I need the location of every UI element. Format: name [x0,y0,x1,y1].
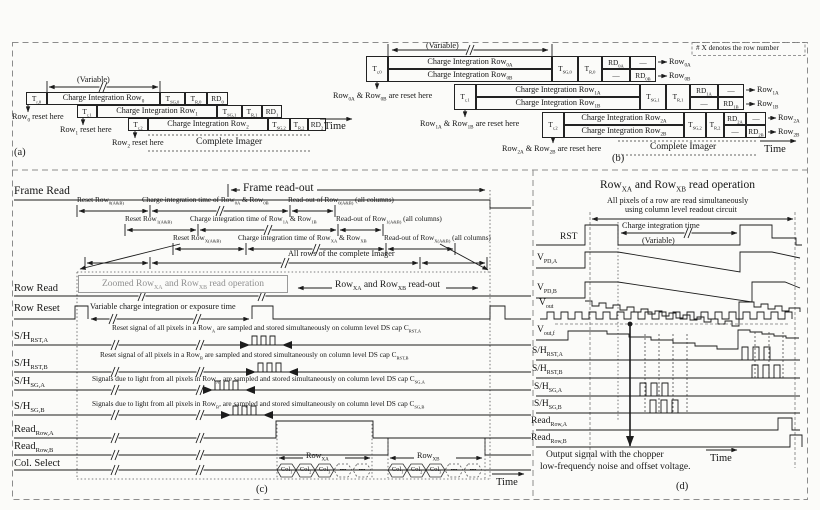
a-tr2: $T_{r,2}$ [133,119,143,131]
c-colB-1: Col$_2$ [410,466,423,475]
d-signal-read-row-b: Read$_{Row,B}$ [531,433,567,445]
b-dash2b: — [731,126,739,136]
b-dash0a: — [639,57,647,67]
c-colA-3: --- [339,466,347,473]
b-tr0-box [366,56,388,82]
c-colB-4: --- [469,466,477,473]
c-readout-label: Row$_{XA}$ and Row$_{XB}$ read-out [335,280,441,292]
b-ci1a-box [476,84,640,97]
c-signal-read-row-b: Read$_{Row,B}$ [14,441,54,455]
c-ann-sgb: Signals due to light from all pixels in Row$_B$, are sampled and stored simultaneously on column level DS cap $C_{SG,B}$ [92,399,425,410]
a-rd0-box [207,92,228,105]
b-ci1b: Charge Integration Row$_{1B}$ [515,98,601,111]
b-tsg1-box [640,84,666,110]
b-dash2a-box [746,112,766,125]
b-tsg2-box [684,112,706,138]
c-colA-2: Col$_3$ [318,466,331,475]
b-tr1: $T_{r,1}$ [460,92,470,103]
a-rd0: $RD_0$ [211,93,224,105]
a-tsg0-box [160,92,185,105]
a-tr1-box [77,105,97,118]
d-signal-sh-rst-a: $S/H_{RST,A}$ [532,346,563,358]
a-trd0: $T_{R,0}$ [190,93,202,105]
a-tsg0: $T_{SG,0}$ [165,93,180,105]
a-ci1-box [97,105,217,118]
c-colB-3: --- [450,466,458,473]
b-trd1: $T_{R,1}$ [672,92,684,103]
a-ci0-box [47,92,160,105]
d-caption-2: low-frequency noise and offset voltage. [540,462,691,472]
b-tsg2: $T_{SG,2}$ [688,120,702,131]
panel-d-lines [536,212,802,468]
a-variable-label: (Variable) [77,75,110,84]
b-rd0a-box [602,56,630,69]
b-dash2a: — [752,113,760,123]
c-frame-read-label: Frame Read [14,185,70,197]
b-dash0a-box [630,56,656,69]
b-tsg0-box [552,56,578,82]
b-ci2a: Charge Integration Row$_{2A}$ [581,113,667,126]
b-dash1a: — [727,85,735,95]
a-tr0-box [26,92,47,105]
c-colA-4: --- [358,466,366,473]
b-rd1a-box [690,84,718,97]
a-trd2-box [290,118,308,131]
a-trd1: $T_{R,1}$ [246,106,258,118]
b-rd0a: $RD_{0A}$ [608,57,624,69]
c-seq2-p1: Reset Row$_{X(A\&B)}$ [173,233,221,244]
a-tsg2: $T_{SG,2}$ [272,119,286,131]
b-out2a: Row$_{2A}$ [778,113,800,125]
c-ann-rsta: Reset signal of all pixels in a Row$_A$ are sampled and stored simultaneously on column level DS cap $C_{RST,A}$ [112,323,422,334]
b-tr1-box [454,84,476,110]
b-ci1a: Charge Integration Row$_{1A}$ [515,85,601,98]
c-zoomed-box [78,275,288,293]
a-rd1-box [262,105,282,118]
c-ann-rstb: Reset signal of all pixels in a Row$_B$ are sampled and stored simultaneously on column level DS cap $C_{RST,B}$ [100,350,409,361]
b-row-number-note: # X denotes the row number [696,43,779,52]
a-ci1: Charge Integration Row$_1$ [116,106,198,119]
b-ci2a-box [564,112,684,125]
c-signal-sh-rst-a: $S/H_{RST,A}$ [14,331,49,345]
d-cit-label: Charge integration time [622,221,700,230]
b-rd1a: $RD_{1A}$ [696,85,712,97]
c-all-rows-label: All rows of the complete Imager [288,249,395,258]
b-tsg0: $T_{SG,0}$ [558,64,572,75]
b-ci0b-box [388,69,552,82]
d-signal-sh-sg-a: $S/H_{SG,A}$ [534,382,563,394]
d-signal-sh-rst-b: $S/H_{RST,B}$ [532,364,563,376]
b-dash1b: — [700,98,708,108]
b-reset0: Row$_{0A}$ & Row$_{0B}$ are reset here [333,91,433,103]
b-rd2b: $RD_{2B}$ [748,126,764,138]
b-ci2b: Charge Integration Row$_{2B}$ [581,126,667,139]
c-seq1-p3: Read-out of Row$_{1(A\&B)}$ (all columns) [336,214,442,225]
d-signal-read-row-a: Read$_{Row,A}$ [531,416,567,428]
c-rowxa-group-label: Row$_{XA}$ [306,451,329,463]
a-reset0: Row$_0$ reset here [12,112,64,124]
b-complete-imager: Complete Imager [650,142,717,152]
b-dash1b-box [690,97,718,110]
b-tr0: $T_{r,0}$ [372,64,382,75]
a-tsg1-box [217,105,242,118]
b-ci2b-box [564,125,684,138]
a-reset1: Row$_1$ reset here [60,125,112,137]
d-variable-label: (Variable) [642,236,675,245]
c-seq2-p3: Read-out of Row$_{X(A\&B)}$ (all columns) [384,233,491,244]
a-tr0: $T_{r,0}$ [31,93,42,105]
a-reset2: Row$_2$ reset here [112,138,164,150]
c-rowxb-group-label: Row$_{XB}$ [417,451,440,463]
c-signal-col-select: Col. Select [14,458,61,469]
c-signal-sh-sg-b: $S/H_{SG,B}$ [14,401,45,415]
b-rd1b: $RD_{1B}$ [723,98,739,110]
b-dash0b-box [602,69,630,82]
b-rd1b-box [718,97,744,110]
c-colB-0: Col$_1$ [391,466,404,475]
b-out1b: Row$_{1B}$ [757,99,779,111]
c-panel-label: (c) [256,484,268,495]
b-dash0b: — [612,70,620,80]
b-reset1: Row$_{1A}$ & Row$_{1B}$ are reset here [420,119,520,131]
a-tr2-box [128,118,148,131]
d-signal-sh-sg-b: $S/H_{SG,B}$ [534,399,562,411]
c-signal-sh-sg-a: $S/H_{SG,A}$ [14,376,45,390]
c-seq0-p2: Charge integration time of Row$_{0A}$ & Row$_{0B}$ [142,195,269,206]
c-zoomed-label: Zoomed Row$_{XA}$ and Row$_{XB}$ read operation [101,279,265,291]
b-out0a: Row$_{0A}$ [669,57,691,69]
b-rd0b: $RD_{0B}$ [635,70,651,82]
b-rd2a: $RD_{2A}$ [727,113,743,125]
a-tsg2-box [268,118,290,131]
a-trd2: $T_{R,2}$ [293,119,305,131]
b-tsg1: $T_{SG,1}$ [646,92,660,103]
a-rd2: $RD_2$ [310,119,324,131]
b-rd2b-box [746,125,766,138]
d-title: Row$_{XA}$ and Row$_{XB}$ read operation [600,179,755,194]
b-trd2: $T_{R,2}$ [709,120,721,131]
c-ann-exposure: Variable charge integration or exposure time [90,302,236,311]
a-trd0-box [185,92,207,105]
d-caption-1: Output signal with the chopper [546,450,664,460]
b-out1a: Row$_{1A}$ [757,85,779,97]
a-ci0: Charge Integration Row$_0$ [62,93,145,106]
d-signal-voutf: $V_{out,f}$ [537,325,555,337]
b-trd0: $T_{R,0}$ [584,64,596,75]
b-panel-label: (b) [612,153,625,164]
c-colA-0: Col$_1$ [280,466,293,475]
b-ci0a: Charge Integration Row$_{0A}$ [427,57,513,70]
b-rd2a-box [724,112,746,125]
d-signal-vout: $V_{out}$ [539,298,554,310]
b-trd0-box [578,56,602,82]
b-trd1-box [666,84,690,110]
b-tr2: $T_{r,2}$ [548,120,558,131]
a-tr1: $T_{r,1}$ [82,106,92,118]
c-ann-sga: Signals due to light from all pixels in Row$_A$, are sampled and stored simultaneously on column level DS cap $C_{SG,A}$ [92,374,425,385]
c-seq2-p2: Charge integration time of Row$_{XA}$ & Row$_{XB}$ [238,233,367,244]
c-colB-2: Col$_3$ [429,466,442,475]
b-variable-label: (Variable) [426,41,459,50]
b-out2b: Row$_{2B}$ [778,127,800,139]
c-seq0-p1: Reset Row$_{0(A\&B)}$ [77,195,124,206]
a-trd1-box [242,105,262,118]
a-complete-imager: Complete Imager [196,137,263,147]
b-tr2-box [542,112,564,138]
c-seq1-p1: Reset Row$_{1(A\&B)}$ [125,214,172,225]
b-ci0b: Charge Integration Row$_{0B}$ [427,70,513,83]
c-frame-readout-label: Frame read-out [240,182,317,195]
c-signal-sh-rst-b: $S/H_{RST,B}$ [14,358,48,372]
a-time-label: Time [324,121,346,132]
c-signal-read-row-a: Read$_{Row,A}$ [14,424,54,438]
c-signal-row-reset: Row Reset [14,303,60,314]
a-ci2: Charge Integration Row$_2$ [167,119,249,132]
b-trd2-box [706,112,724,138]
d-panel-label: (d) [676,481,689,492]
c-colA-1: Col$_2$ [299,466,312,475]
a-panel-label: (a) [14,147,26,158]
d-time-label: Time [710,453,732,464]
b-ci0a-box [388,56,552,69]
d-signal-vpdb: $V_{PD,B}$ [537,283,557,295]
d-signal-rst: RST [560,232,578,242]
b-dash1a-box [718,84,744,97]
d-subtitle-2: using column level readout circuit [625,205,737,214]
d-signal-vpda: $V_{PD,A}$ [537,253,558,265]
c-signal-row-read: Row Read [14,283,59,294]
d-subtitle-1: All pixels of a row are read simultaneously [607,196,749,205]
a-ci2-box [148,118,268,131]
b-out0b: Row$_{0B}$ [669,71,691,83]
b-ci1b-box [476,97,640,110]
b-rd0b-box [630,69,656,82]
b-reset2: Row$_{2A}$ & Row$_{2B}$ are reset here [502,144,602,156]
c-time-label: Time [496,477,518,488]
b-time-label: Time [764,144,786,155]
b-dash2b-box [724,125,746,138]
a-tsg1: $T_{SG,1}$ [222,106,237,118]
c-seq1-p2: Charge integration time of Row$_{1A}$ & Row$_{1B}$ [190,214,317,225]
c-seq0-p3: Read-out of Row$_{0(A\&B)}$ (all columns) [288,195,394,206]
a-rd1: $RD_1$ [265,106,279,118]
